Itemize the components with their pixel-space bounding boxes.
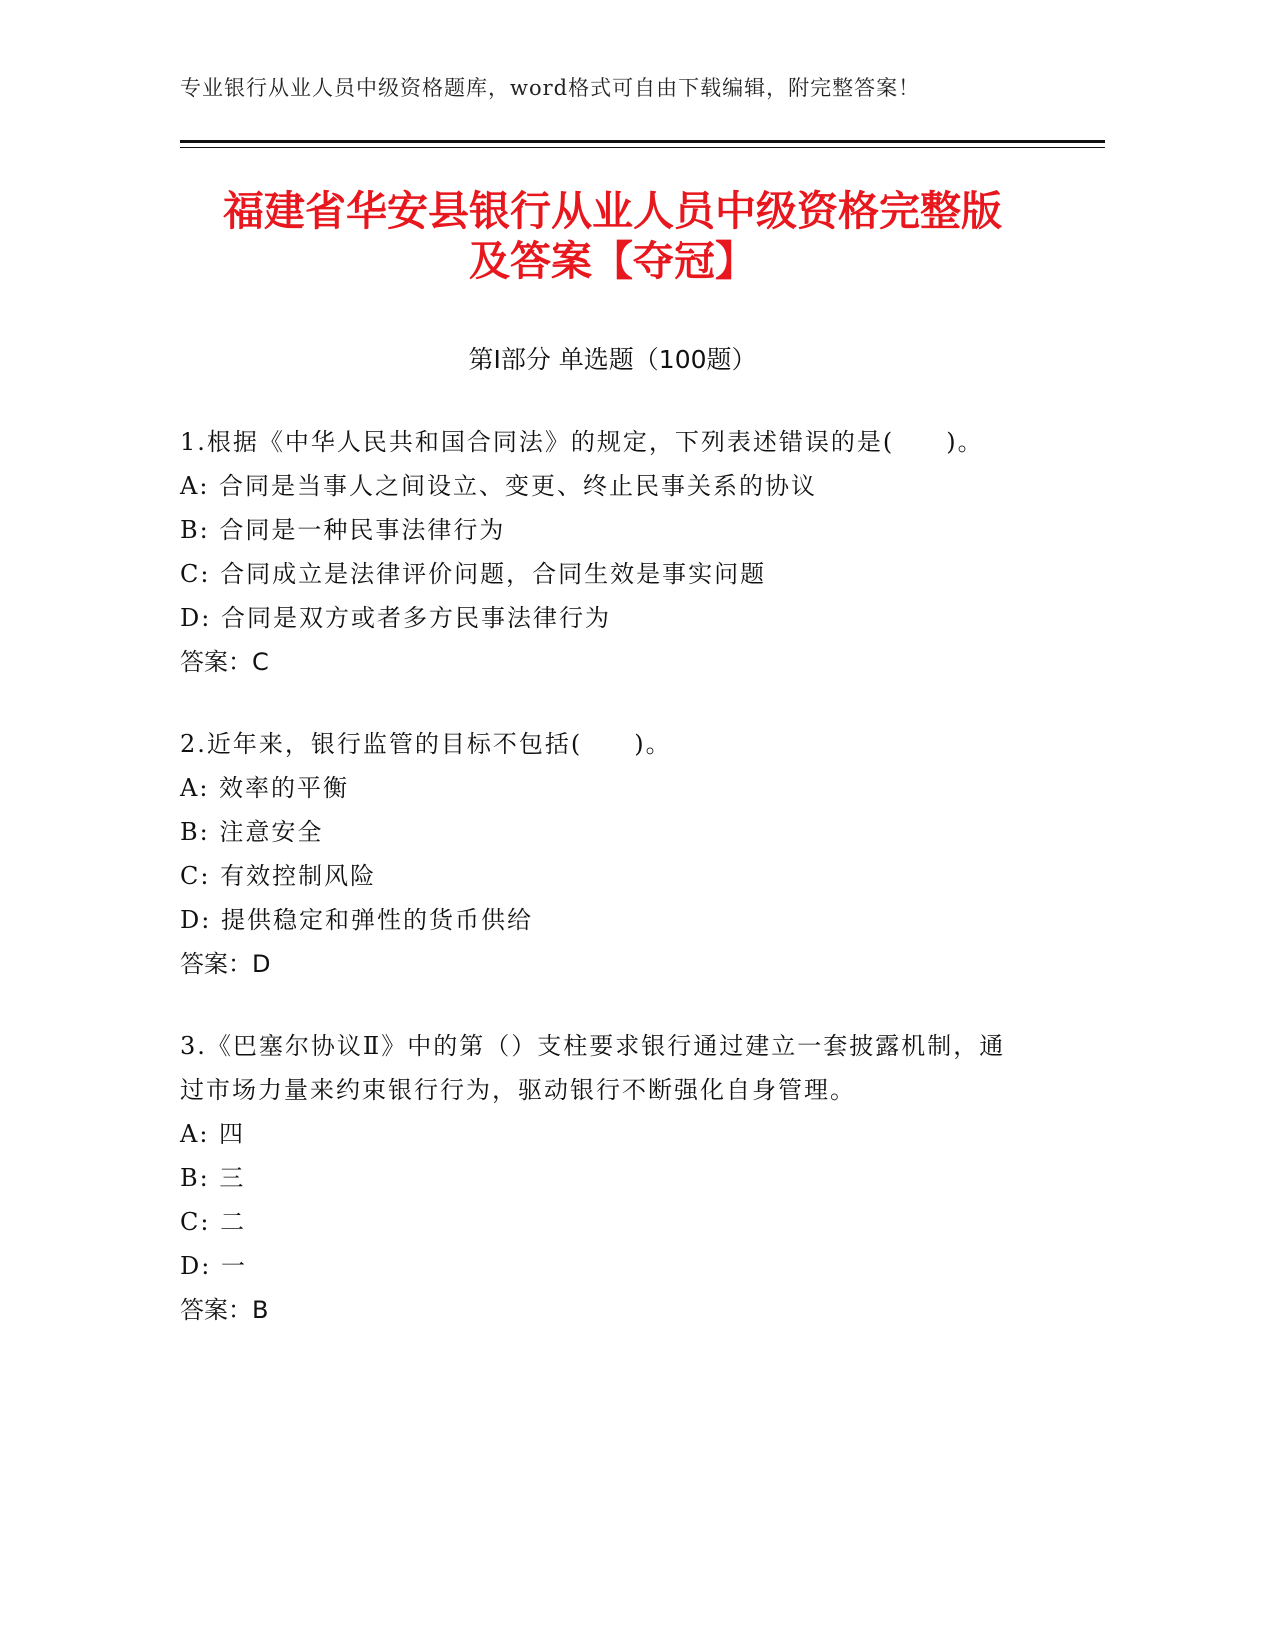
option-d: D: 一 <box>180 1252 247 1280</box>
option-b: B: 三 <box>180 1164 246 1192</box>
option-c: C: 合同成立是法律评价问题，合同生效是事实问题 <box>180 560 767 588</box>
section-title: 第Ⅰ部分 单选题（100题） <box>468 345 757 374</box>
option-a: A: 合同是当事人之间设立、变更、终止民事关系的协议 <box>180 472 818 500</box>
answer: 答案：B <box>180 1296 269 1324</box>
question-2 <box>180 722 1110 986</box>
question-stem: 3.《巴塞尔协议Ⅱ》中的第（）支柱要求银行通过建立一套披露机制，通过市场力量来约束银行行为，驱动银行不断强化自身管理。 <box>180 1032 1006 1104</box>
option-a: A: 四 <box>180 1120 246 1148</box>
answer: 答案：C <box>180 648 269 676</box>
question-stem: 1.根据《中华人民共和国合同法》的规定，下列表述错误的是( )。 <box>180 428 984 456</box>
question-list <box>180 420 1110 1370</box>
header-rule-thick <box>180 140 1105 143</box>
option-b: B: 合同是一种民事法律行为 <box>180 516 506 544</box>
option-a: A: 效率的平衡 <box>180 774 350 802</box>
question-3 <box>180 1024 1110 1332</box>
header-note: 专业银行从业人员中级资格题库，word格式可自由下载编辑，附完整答案！ <box>180 76 921 100</box>
document-title-line-2: 及答案【夺冠】 <box>469 237 756 285</box>
option-d: D: 提供稳定和弹性的货币供给 <box>180 906 533 934</box>
answer: 答案：D <box>180 950 271 978</box>
question-1 <box>180 420 1110 684</box>
document-title-line-1: 福建省华安县银行从业人员中级资格完整版 <box>223 187 1002 235</box>
option-c: C: 二 <box>180 1208 247 1236</box>
option-c: C: 有效控制风险 <box>180 862 377 890</box>
question-stem: 2.近年来，银行监管的目标不包括( )。 <box>180 730 672 758</box>
option-b: B: 注意安全 <box>180 818 324 846</box>
document-title <box>150 186 1075 286</box>
header-rule-thin <box>180 147 1105 148</box>
option-d: D: 合同是双方或者多方民事法律行为 <box>180 604 611 632</box>
